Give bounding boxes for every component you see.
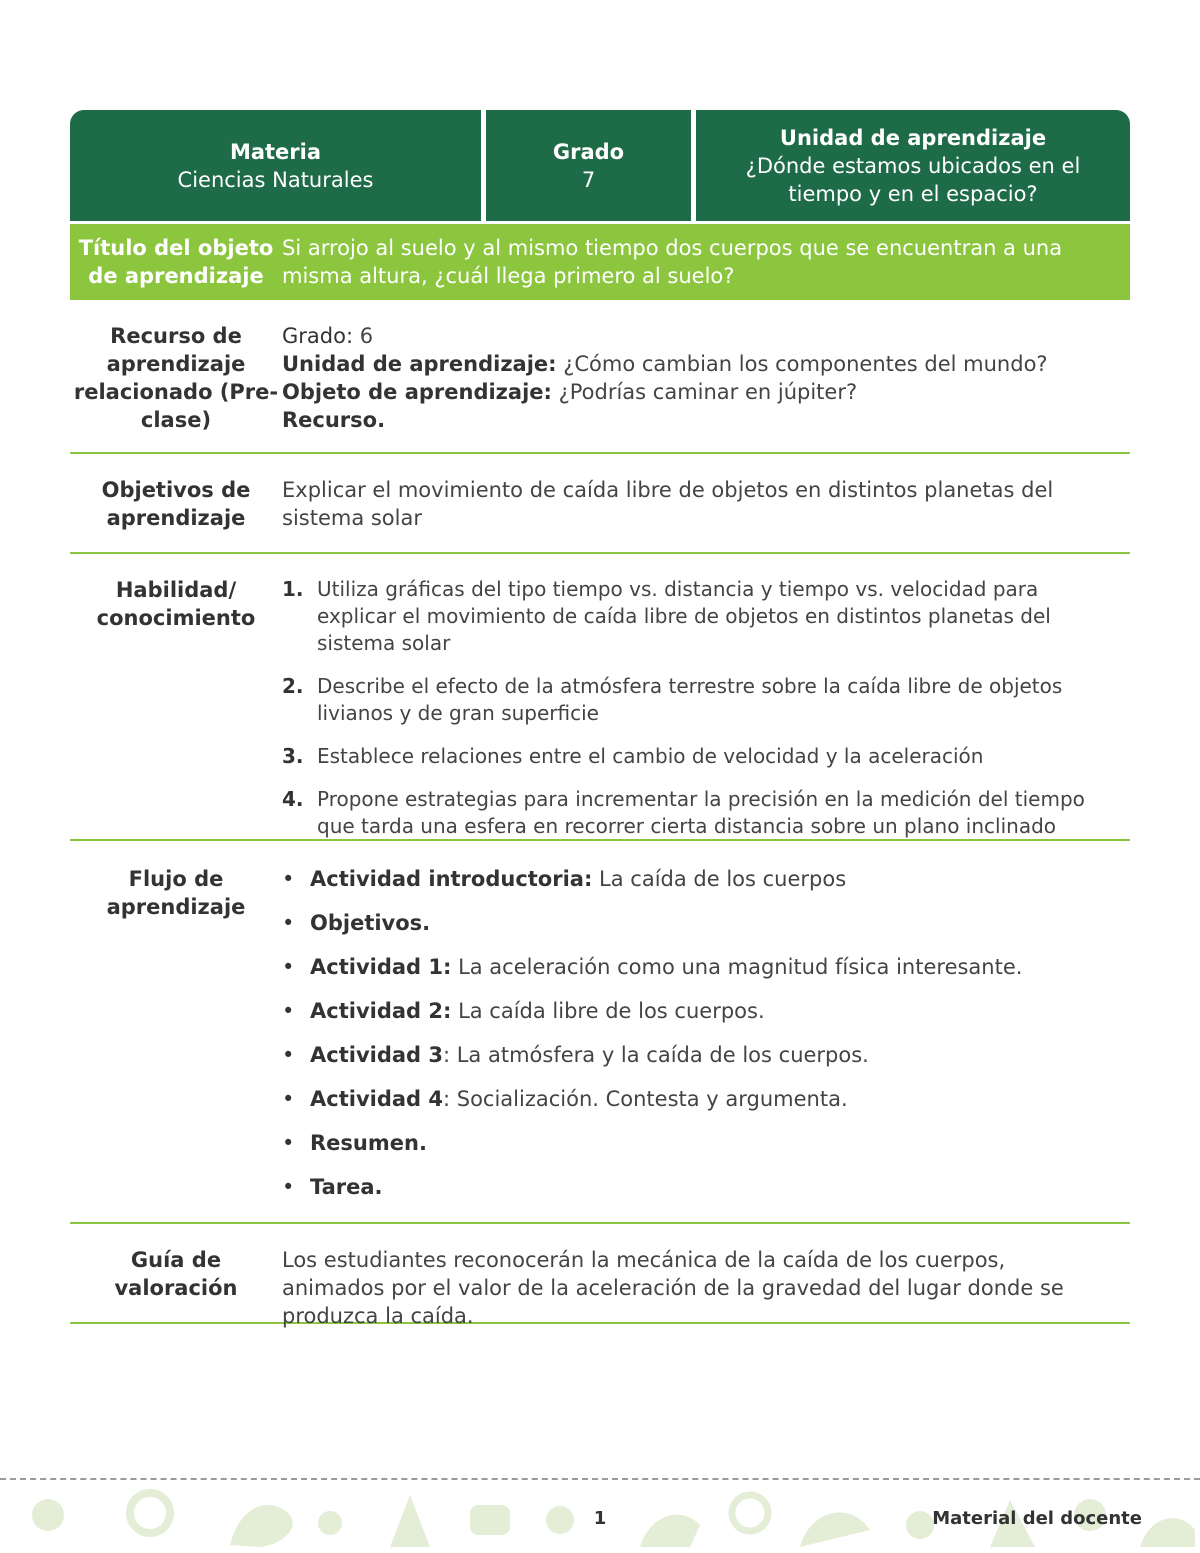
footer-divider [0,1478,1200,1480]
list-item [282,953,1110,997]
list-number: 1. [282,577,304,601]
recurso-row [70,300,1130,454]
objetivos-value: Explicar el movimiento de caída libre de objetos en distintos planetas del sistema solar [282,478,1054,530]
objetivos-label: Objetivos de aprendizaje [101,478,251,530]
list-bold: Actividad 3 [310,1043,443,1067]
list-bold: Actividad 4 [310,1087,443,1111]
objetivos-row [70,454,1130,554]
list-bold: Actividad introductoria: [310,867,593,891]
materia-label: Materia [229,139,322,164]
materia-value: Ciencias Naturales [177,167,374,192]
guia-row [70,1224,1130,1328]
list-bold: Actividad 1: [310,955,452,979]
list-text: Describe el efecto de la atmósfera terrestre sobre la caída libre de objetos livianos y de gran superficie [317,674,1063,725]
list-number: 3. [282,744,304,768]
list-text: La caída libre de los cuerpos. [451,999,765,1023]
recurso-grado [282,322,1110,350]
materia-cell [70,110,481,221]
list-text: Propone estrategias para incrementar la precisión en la medición del tiempo que tarda una esfera en recorrer cierta distancia sobre un plano inclinado [317,787,1085,838]
list-item [282,576,1110,657]
list-item [282,786,1110,840]
recurso-label: Recurso de aprendizaje relacionado (Pre-clase) [73,324,279,432]
grado-value: 7 [581,167,596,192]
list-number: 2. [282,674,304,698]
guia-label: Guía de valoración [114,1248,238,1300]
bullet-icon: • [282,1175,295,1199]
list-item [282,1041,1110,1085]
list-text: La aceleración como una magnitud física interesante. [451,955,1023,979]
list-item [282,743,1110,770]
flujo-label: Flujo de aprendizaje [106,867,246,919]
list-item [282,865,1110,909]
unidad-label: Unidad de aprendizaje [779,125,1047,150]
title-label: Título del objeto de aprendizaje [78,236,274,288]
recurso-objeto-value: ¿Podrías caminar en júpiter? [551,380,858,404]
bullet-icon: • [282,1043,295,1067]
list-text: : La atmósfera y la caída de los cuerpos. [442,1043,869,1067]
list-number: 4. [282,787,304,811]
habilidad-list [282,576,1110,840]
page-number: 1 [593,1508,607,1529]
grado-cell [486,110,691,221]
recurso-link[interactable] [282,406,1110,434]
bullet-icon: • [282,867,295,891]
lesson-plan-table [70,110,1130,1328]
recurso-grado-label: Grado: [282,324,354,348]
recurso-unidad-label: Unidad de aprendizaje: [282,352,557,376]
list-bold: Actividad 2: [310,999,452,1023]
habilidad-value [282,576,1130,839]
list-item [282,1085,1110,1129]
habilidad-label: Habilidad/ conocimiento [96,578,256,630]
list-bold: Objetivos. [310,911,431,935]
bullet-icon: • [282,1131,295,1155]
list-bold: Tarea. [310,1175,383,1199]
title-value: Si arrojo al suelo y al mismo tiempo dos cuerpos que se encuentran a una misma altura, ¿cuál llega primero al suelo? [282,236,1063,288]
footer-label: Material del docente [932,1508,1142,1529]
list-item [282,1129,1110,1173]
unidad-value: ¿Dónde estamos ubicados en el tiempo y en el espacio? [745,153,1081,206]
grado-label: Grado [552,139,625,164]
recurso-link-label[interactable]: Recurso. [282,408,386,432]
bullet-icon: • [282,1087,295,1111]
recurso-unidad-value: ¿Cómo cambian los componentes del mundo? [556,352,1048,376]
recurso-objeto-label: Objeto de aprendizaje: [282,380,552,404]
flujo-list [282,865,1110,1217]
bullet-icon: • [282,999,295,1023]
header-row [70,110,1130,221]
list-text: Utiliza gráficas del tipo tiempo vs. distancia y tiempo vs. velocidad para explicar el movimiento de caída libre de objetos en distintos planetas del sistema solar [317,577,1051,655]
list-item [282,1173,1110,1217]
list-text: La caída de los cuerpos [592,867,847,891]
unidad-cell [696,110,1130,221]
bullet-icon: • [282,955,295,979]
guia-value: Los estudiantes reconocerán la mecánica de la caída de los cuerpos, animados por el valor de la aceleración de la gravedad del lugar donde se produzca la caída. [282,1248,1064,1328]
flujo-value [282,865,1130,1222]
recurso-objeto [282,378,1110,406]
list-text: : Socialización. Contesta y argumenta. [442,1087,848,1111]
recurso-unidad [282,350,1110,378]
recurso-value [282,322,1130,452]
bullet-icon: • [282,911,295,935]
title-row [70,224,1130,300]
habilidad-row [70,554,1130,841]
list-item [282,909,1110,953]
list-item [282,997,1110,1041]
list-item [282,673,1110,727]
list-bold: Resumen. [310,1131,427,1155]
list-text: Establece relaciones entre el cambio de velocidad y la aceleración [317,744,984,768]
flujo-row [70,841,1130,1224]
recurso-grado-value: 6 [353,324,374,348]
